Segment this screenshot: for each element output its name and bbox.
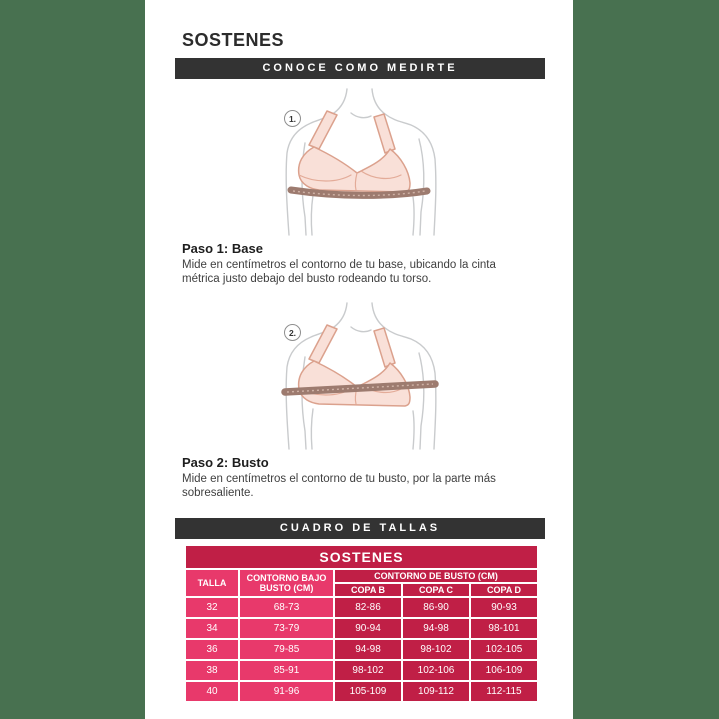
cell-talla: 38 xyxy=(185,660,239,681)
cell-bajo-busto: 79-85 xyxy=(239,639,334,660)
col-header-bajo-busto: CONTORNO BAJO BUSTO (CM) xyxy=(239,569,334,597)
step-1-number-badge: 1. xyxy=(284,110,301,127)
cell-copa-d: 98-101 xyxy=(470,618,538,639)
cell-copa-d: 112-115 xyxy=(470,681,538,702)
cell-talla: 40 xyxy=(185,681,239,702)
col-header-busto-group: CONTORNO DE BUSTO (CM) xyxy=(334,569,538,583)
cell-talla: 36 xyxy=(185,639,239,660)
step-2-heading: Paso 2: Busto xyxy=(182,455,269,470)
cell-copa-c: 86-90 xyxy=(402,597,470,618)
content-area xyxy=(145,0,573,719)
bra-bust-measurement-icon xyxy=(239,301,479,451)
cell-copa-d: 106-109 xyxy=(470,660,538,681)
cell-talla: 32 xyxy=(185,597,239,618)
cell-copa-d: 90-93 xyxy=(470,597,538,618)
cell-bajo-busto: 85-91 xyxy=(239,660,334,681)
step-2-description: Mide en centímetros el contorno de tu busto, por la parte más sobresaliente. xyxy=(182,473,496,499)
table-row xyxy=(185,618,538,639)
table-title-row xyxy=(185,545,538,569)
cell-copa-c: 94-98 xyxy=(402,618,470,639)
left-margin-bar xyxy=(0,0,145,719)
cell-copa-b: 94-98 xyxy=(334,639,402,660)
cell-copa-c: 98-102 xyxy=(402,639,470,660)
col-header-talla: TALLA xyxy=(185,569,239,597)
table-header-row-1 xyxy=(185,569,538,583)
cell-copa-b: 82-86 xyxy=(334,597,402,618)
table-row xyxy=(185,681,538,702)
table-row xyxy=(185,639,538,660)
col-header-copa-b: COPA B xyxy=(334,583,402,597)
step-1-description: Mide en centímetros el contorno de tu base, ubicando la cinta métrica justo debajo del busto rodeando tu torso. xyxy=(182,259,496,285)
step-2-number-badge: 2. xyxy=(284,324,301,341)
bra-size-table xyxy=(184,544,539,703)
cell-bajo-busto: 68-73 xyxy=(239,597,334,618)
illustration-step-1 xyxy=(145,87,573,237)
col-header-copa-d: COPA D xyxy=(470,583,538,597)
cell-copa-c: 109-112 xyxy=(402,681,470,702)
illustration-step-2 xyxy=(145,301,573,451)
page-title: SOSTENES xyxy=(182,30,285,50)
cell-copa-b: 98-102 xyxy=(334,660,402,681)
cell-bajo-busto: 73-79 xyxy=(239,618,334,639)
section-header-size-chart: CUADRO DE TALLAS xyxy=(175,518,545,539)
step-2-text xyxy=(182,455,536,500)
table-row xyxy=(185,597,538,618)
bra-base-measurement-icon xyxy=(239,87,479,237)
col-header-copa-c: COPA C xyxy=(402,583,470,597)
cell-copa-c: 102-106 xyxy=(402,660,470,681)
table-title: SOSTENES xyxy=(185,545,538,569)
right-margin-bar xyxy=(573,0,719,719)
cell-copa-d: 102-105 xyxy=(470,639,538,660)
step-1-text xyxy=(182,241,536,286)
cell-copa-b: 90-94 xyxy=(334,618,402,639)
cell-bajo-busto: 91-96 xyxy=(239,681,334,702)
step-1-heading: Paso 1: Base xyxy=(182,241,263,256)
section-header-measure: CONOCE COMO MEDIRTE xyxy=(175,58,545,79)
cell-copa-b: 105-109 xyxy=(334,681,402,702)
table-row xyxy=(185,660,538,681)
cell-talla: 34 xyxy=(185,618,239,639)
